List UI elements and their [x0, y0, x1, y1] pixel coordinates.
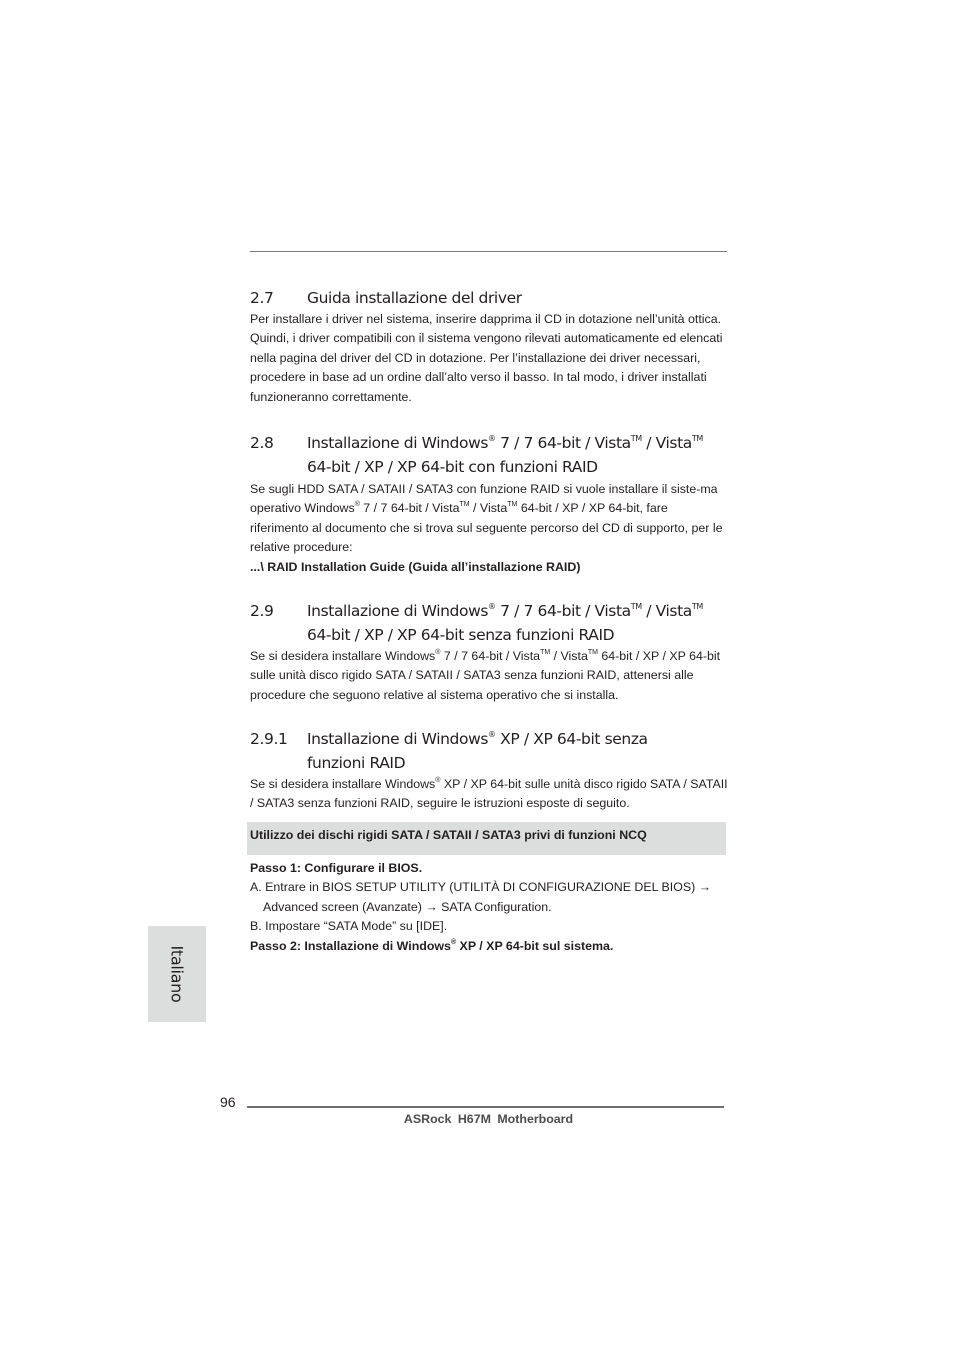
paragraph: Se si desidera installare Windows® XP / XP 64-bit sulle unità disco rigido SATA / SATAII / SATA3 senza funzioni RAID, seguire le istruzioni esposte di seguito.: [250, 776, 728, 811]
section-title: Installazione di Windows® XP / XP 64-bit senza: [307, 729, 648, 748]
paragraph: Per installare i driver nel sistema, inserire dapprima il CD in dotazione nell’unità ottica. Quindi, i driver compatibili con il sistema vengono rilevati automaticamente ed elencati nella pagina del driver del CD in dotazione. Per l’installazione dei driver necessari, procedere in base ad un ordine dall’alto verso il basso. In tal modo, i driver installati funzioneranno correttamente.: [250, 312, 723, 404]
step-1: Passo 1: Configurare il BIOS.: [250, 861, 423, 875]
section-2-9-1-body: [250, 775, 728, 814]
section-2-7-body: [250, 310, 728, 407]
section-title: Installazione di Windows® 7 / 7 64-bit / Vista™ / Vista™: [307, 433, 703, 452]
language-label: Italiano: [167, 945, 187, 1003]
step-a-line2: Advanced screen (Avanzate) → SATA Configuration.: [263, 899, 552, 914]
section-2-8-body: [250, 480, 728, 577]
cd-path: ...\ RAID Installation Guide (Guida all’installazione RAID): [250, 559, 581, 574]
section-title: Guida installazione del driver: [307, 289, 522, 307]
steps-block: [250, 859, 728, 956]
section-number: 2.7: [250, 289, 274, 307]
section-title: Installazione di Windows® 7 / 7 64-bit / Vista™ / Vista™: [307, 601, 703, 620]
step-2: Passo 2: Installazione di Windows® XP / XP 64-bit sul sistema.: [250, 938, 614, 953]
paragraph: Se si desidera installare Windows® 7 / 7 64-bit / Vista™ / Vista™ 64-bit / XP / XP 64-bit sulle unità disco rigido SATA / SATAII / SATA3 senza funzioni RAID, attenersi alle procedure che seguono relative al sistema operativo che si installa.: [250, 648, 721, 702]
language-side-tab: [148, 926, 206, 1022]
top-rule: [250, 251, 727, 252]
section-number: 2.9: [250, 602, 274, 620]
section-2-9-body: [250, 647, 728, 705]
step-b: B. Impostare “SATA Mode” su [IDE].: [250, 919, 448, 934]
page-number: 96: [220, 1094, 236, 1110]
paragraph: Se sugli HDD SATA / SATAII / SATA3 con funzione RAID si vuole installare il siste-ma operativo Windows® 7 / 7 64-bit / Vista™ / Vista™ 64-bit / XP / XP 64-bit, fare riferimento al documento che si trova sul seguente percorso del CD di supporto, per le relative procedure:: [250, 482, 723, 555]
footer-product: ASRock H67M Motherboard: [403, 1112, 574, 1126]
section-number: 2.9.1: [250, 730, 288, 748]
step-a-line1: A. Entrare in BIOS SETUP UTILITY (UTILITÀ DI CONFIGURAZIONE DEL BIOS) →: [250, 880, 712, 895]
section-number: 2.8: [250, 434, 274, 452]
ncq-banner: Utilizzo dei dischi rigidi SATA / SATAII / SATA3 privi di funzioni NCQ: [247, 822, 726, 855]
bottom-rule: [247, 1106, 724, 1108]
